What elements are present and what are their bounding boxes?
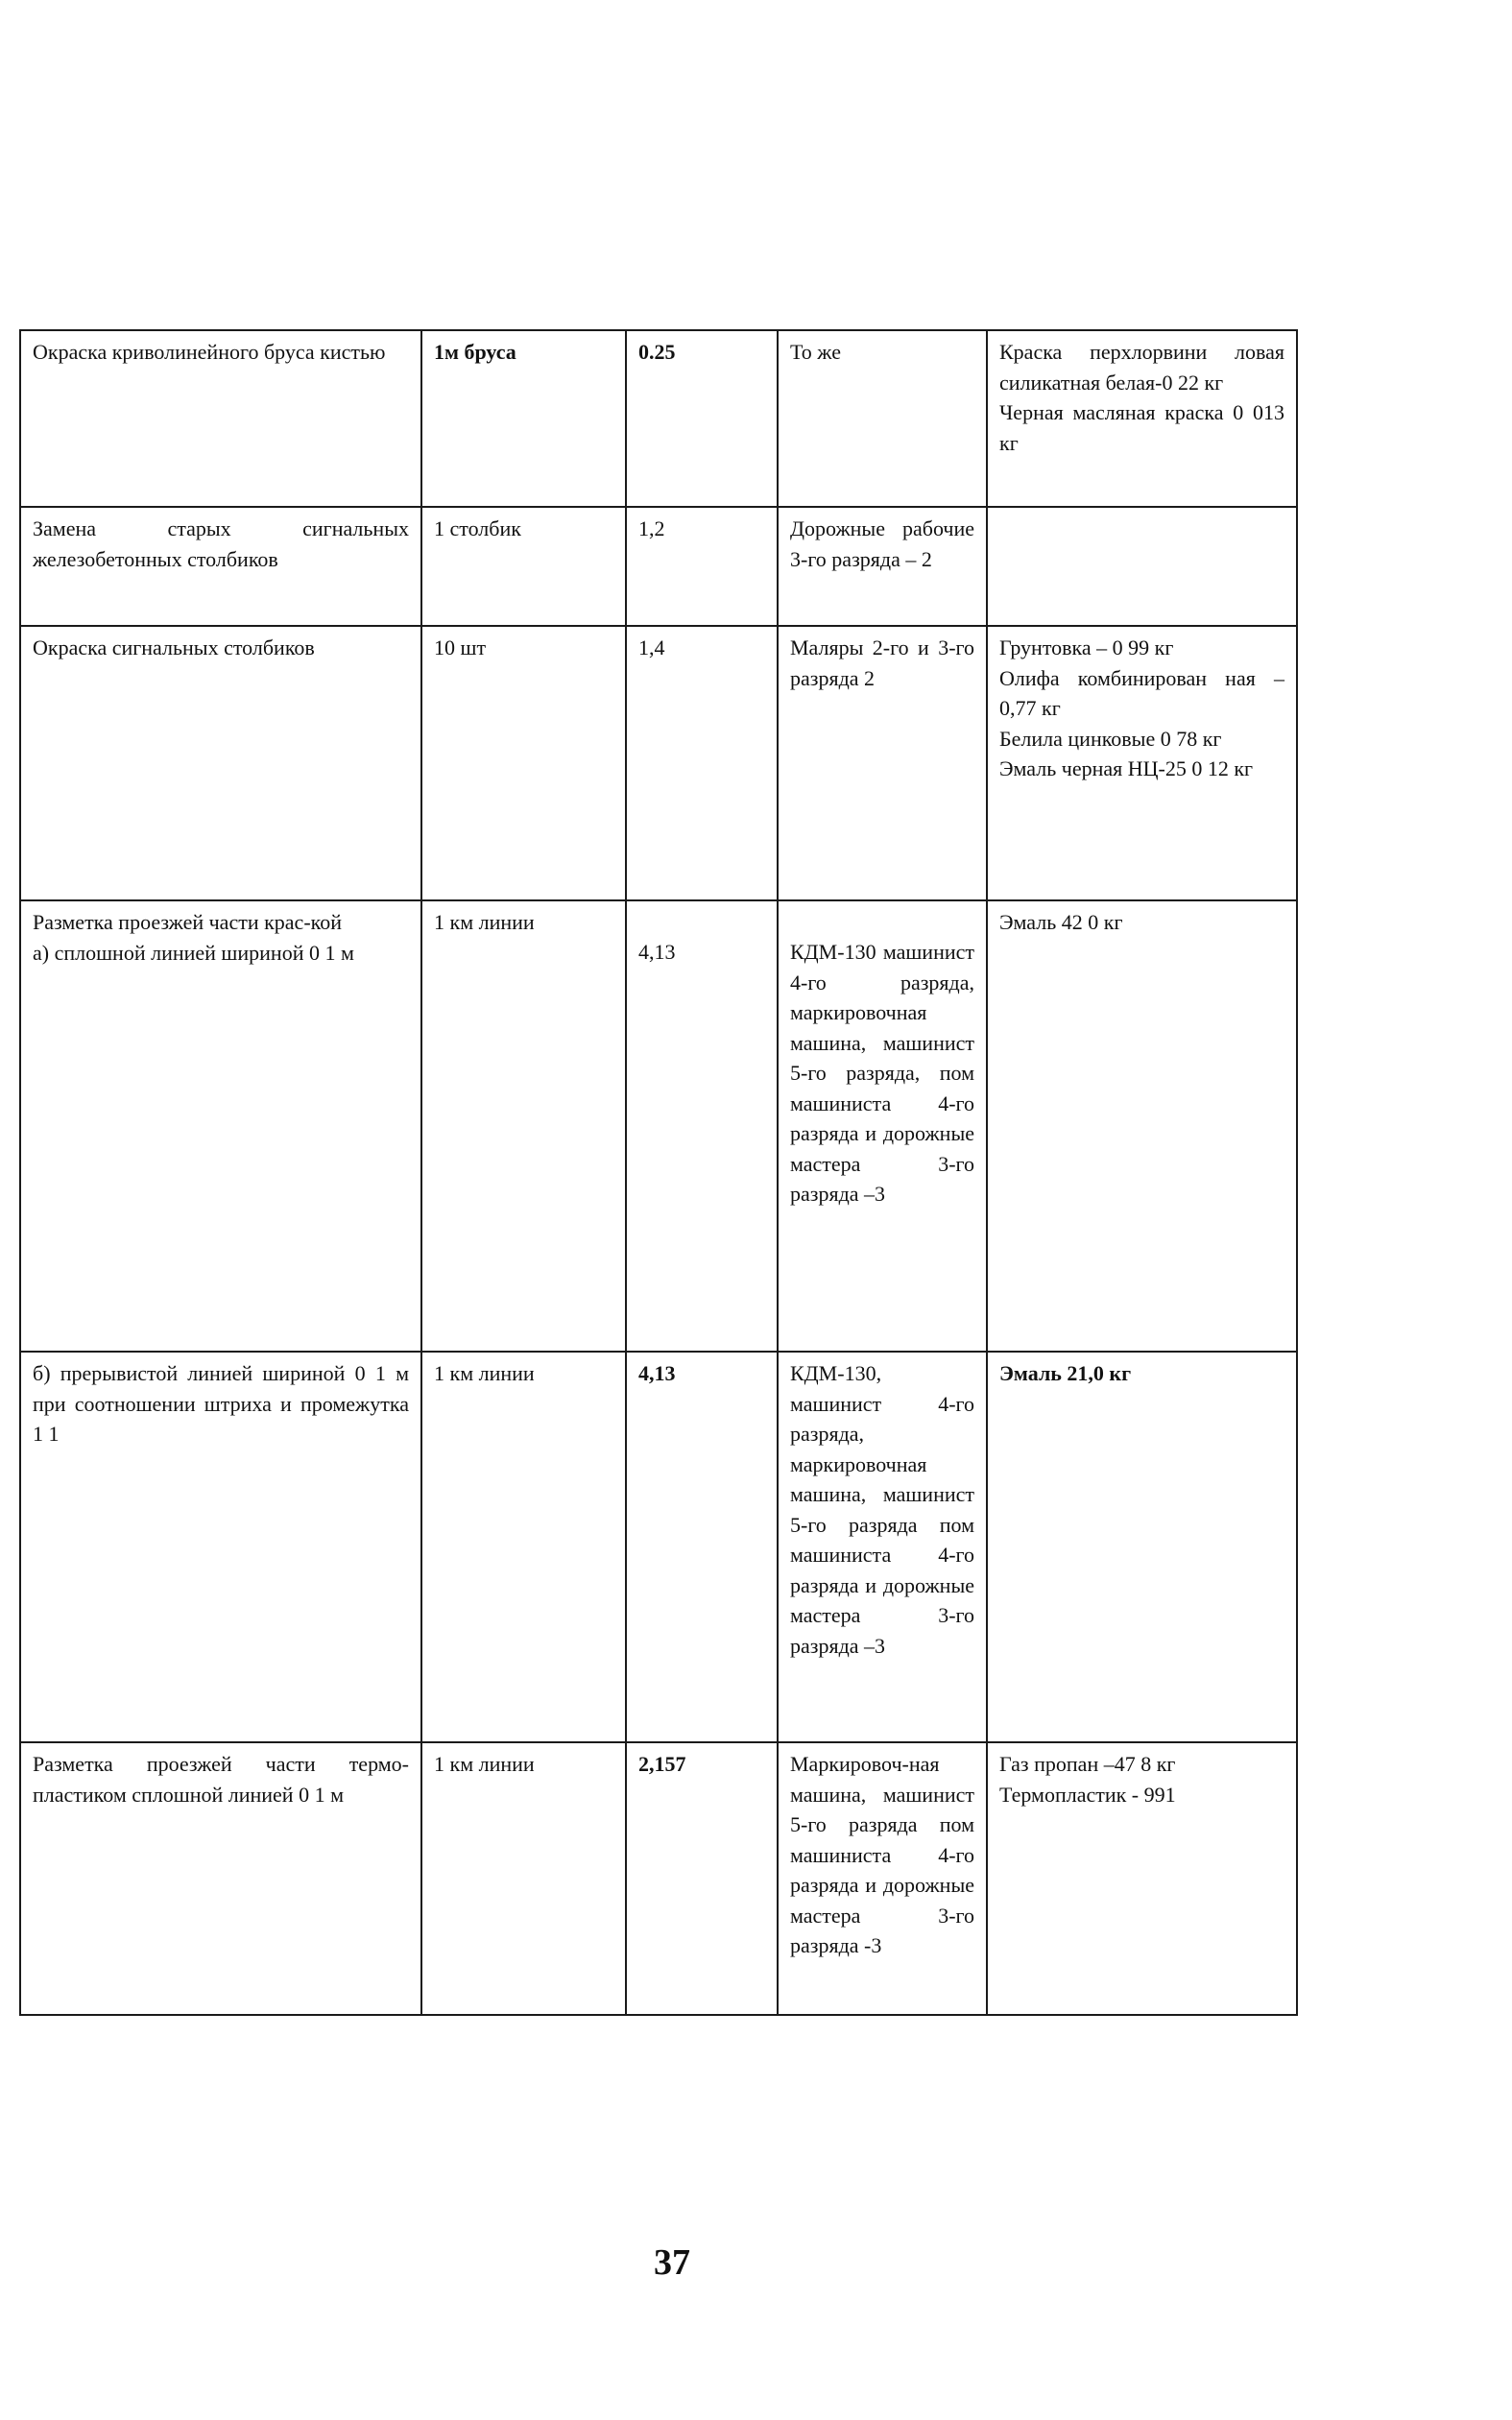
material-item: Газ пропан –47 8 кг <box>999 1752 1176 1776</box>
performers-text: Дорожные рабочие 3-го разряда – 2 <box>790 516 974 571</box>
table-row <box>20 507 1297 626</box>
work-cell <box>20 626 421 900</box>
norm-cell <box>626 507 778 626</box>
performers-text: КДМ-130, машинист 4-го разряда, маркировочная машина, машинист 5-го разряда пом машиниста 4-го разряда и дорожные мастера 3-го разряда –3 <box>790 1361 974 1658</box>
unit-text: 1 км линии <box>434 1752 535 1776</box>
unit-cell <box>421 626 626 900</box>
page-number: 37 <box>654 2242 690 2283</box>
performers-cell <box>778 1352 987 1742</box>
unit-text: 10 шт <box>434 635 487 659</box>
table-row <box>20 1352 1297 1742</box>
unit-cell <box>421 1352 626 1742</box>
material-item: Эмаль 42 0 кг <box>999 910 1123 934</box>
performers-text: То же <box>790 340 841 364</box>
work-text: Окраска сигнальных столбиков <box>33 635 315 659</box>
materials-cell <box>987 1352 1297 1742</box>
material-item: Белила цинковые 0 78 кг <box>999 726 1222 751</box>
work-text: Замена старых сигнальных железобетонных столбиков <box>33 516 409 571</box>
unit-text: 1м бруса <box>434 340 516 364</box>
work-subtext: а) сплошной линией шириной 0 1 м <box>33 940 354 965</box>
material-item: Краска перхлорвини ловая силикатная белая-0 22 кг <box>999 340 1284 395</box>
work-cell <box>20 330 421 507</box>
norms-table <box>19 329 1298 2016</box>
work-cell <box>20 1742 421 2015</box>
table-row <box>20 1742 1297 2015</box>
unit-text: 1 км линии <box>434 910 535 934</box>
norm-cell <box>626 1742 778 2015</box>
norm-cell <box>626 1352 778 1742</box>
materials-cell <box>987 507 1297 626</box>
norm-text: 2,157 <box>638 1752 686 1776</box>
table-row <box>20 626 1297 900</box>
material-item: Эмаль 21,0 кг <box>999 1361 1132 1385</box>
work-text: Разметка проезжей части крас-кой <box>33 910 342 934</box>
norm-text: 1,2 <box>638 516 665 540</box>
work-text: Разметка проезжей части термо-пластиком сплошной линией 0 1 м <box>33 1752 409 1807</box>
materials-cell <box>987 900 1297 1352</box>
unit-cell <box>421 507 626 626</box>
material-item: Термопластик - 991 <box>999 1782 1176 1807</box>
norm-cell <box>626 330 778 507</box>
materials-cell <box>987 626 1297 900</box>
unit-cell <box>421 900 626 1352</box>
work-text: Окраска криволинейного бруса кистью <box>33 340 386 364</box>
unit-cell <box>421 330 626 507</box>
work-cell <box>20 1352 421 1742</box>
material-item: Грунтовка – 0 99 кг <box>999 635 1174 659</box>
materials-cell <box>987 330 1297 507</box>
performers-cell <box>778 507 987 626</box>
unit-text: 1 км линии <box>434 1361 535 1385</box>
performers-text: Маляры 2-го и 3-го разряда 2 <box>790 635 974 690</box>
performers-cell <box>778 900 987 1352</box>
material-item: Олифа комбинирован ная – 0,77 кг <box>999 665 1284 720</box>
table-row <box>20 330 1297 507</box>
performers-text: Маркировоч-ная машина, машинист 5-го разряда пом машиниста 4-го разряда и дорожные мастера 3-го разряда -3 <box>790 1752 974 1957</box>
performers-text: КДМ-130 машинист 4-го разряда, маркировочная машина, машинист 5-го разряда, пом машиниста 4-го разряда и дорожные мастера 3-го разряда –3 <box>790 940 974 1206</box>
material-item: Черная масляная краска 0 013 кг <box>999 400 1284 455</box>
work-text: б) прерывистой линией шириной 0 1 м при соотношении штриха и промежутка 1 1 <box>33 1361 409 1446</box>
norm-cell <box>626 900 778 1352</box>
work-cell <box>20 900 421 1352</box>
materials-cell <box>987 1742 1297 2015</box>
table-row <box>20 900 1297 1352</box>
norm-text: 0.25 <box>638 340 676 364</box>
performers-cell <box>778 330 987 507</box>
unit-text: 1 столбик <box>434 516 521 540</box>
work-cell <box>20 507 421 626</box>
norm-text: 1,4 <box>638 635 665 659</box>
material-item: Эмаль черная НЦ-25 0 12 кг <box>999 756 1254 780</box>
performers-cell <box>778 626 987 900</box>
performers-cell <box>778 1742 987 2015</box>
norm-cell <box>626 626 778 900</box>
norm-text: 4,13 <box>638 940 676 964</box>
norm-text: 4,13 <box>638 1361 676 1385</box>
unit-cell <box>421 1742 626 2015</box>
